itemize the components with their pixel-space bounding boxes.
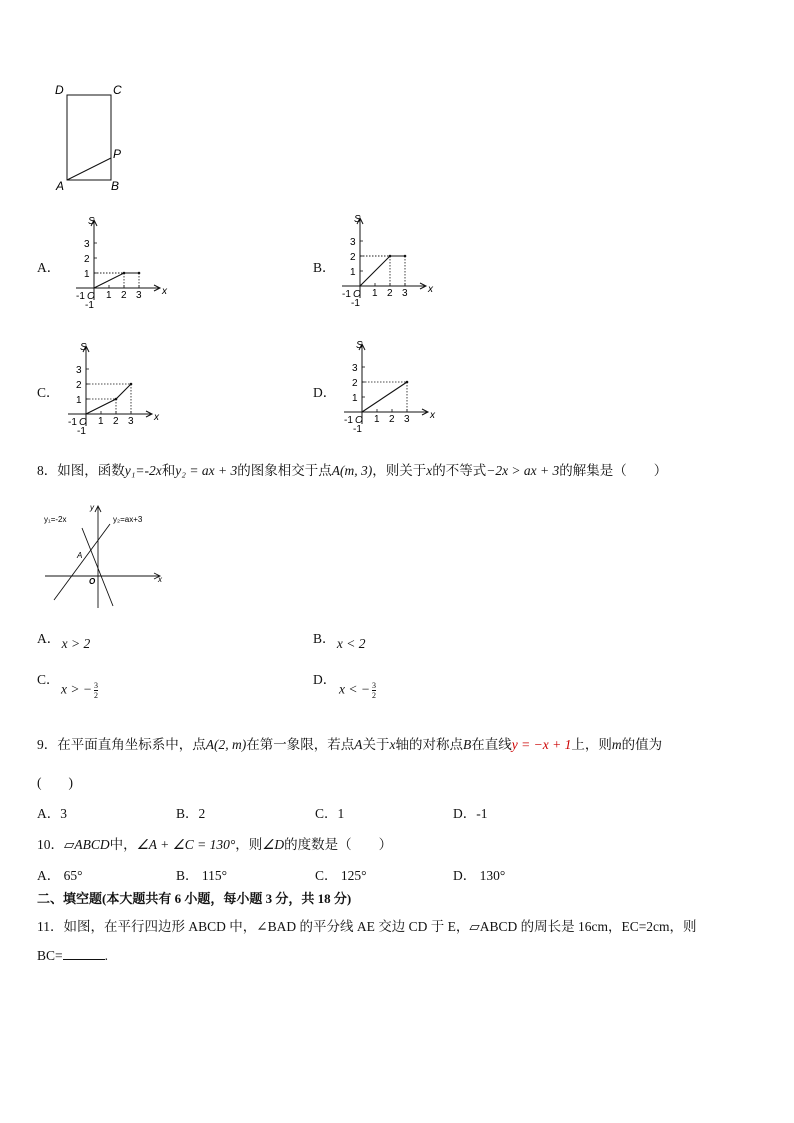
label-B: B	[111, 179, 120, 193]
y-tick-label: 3	[76, 365, 82, 376]
q9-part7: 的值为	[621, 737, 663, 752]
q8-part1: 8．如图，函数	[37, 463, 125, 478]
x-tick-label: 1	[98, 416, 104, 427]
y-tick-label: 2	[350, 252, 356, 263]
q9-part5: 在直线	[471, 737, 512, 752]
x-tick-label: 2	[389, 414, 395, 425]
q9-b: B	[463, 737, 472, 752]
q11-line2	[37, 947, 108, 964]
q8-option-d-text	[339, 681, 376, 700]
q10-option-b: B． 115°	[176, 868, 228, 883]
x-tick-label: 3	[402, 288, 408, 299]
axis-x-label: x	[162, 286, 167, 297]
q8-option-c-den: 2	[93, 691, 98, 700]
q9-option-c: C．1	[315, 806, 345, 821]
q9-a: A	[354, 737, 363, 752]
q9-part2: 在第一象限，若点	[246, 737, 355, 752]
q9-line: y = −x + 1	[511, 737, 572, 752]
axis-x-label: x	[428, 284, 433, 295]
x-tick-label: 2	[387, 288, 393, 299]
q8-option-a	[37, 627, 92, 651]
q10-option-d: D． 130°	[453, 868, 506, 883]
x-tick-label: 3	[128, 416, 134, 427]
x-tick-label: 1	[106, 290, 112, 301]
q8-x: x	[426, 463, 433, 478]
neg-tick-label-y: -1	[85, 300, 94, 311]
function-path	[362, 382, 407, 412]
q7-option-d-label: D．	[313, 385, 337, 400]
q8-mid2: ，则关于	[372, 463, 427, 478]
axis-s-label: S	[80, 342, 87, 353]
y-tick-label: 3	[350, 237, 356, 248]
q8-option-c-num: 3	[93, 681, 98, 690]
path-vertex	[406, 381, 409, 384]
fig-a: A	[77, 551, 83, 560]
neg-tick-label: -1	[344, 415, 353, 426]
x-tick-label: 1	[372, 288, 378, 299]
origin-label: O	[355, 415, 363, 426]
neg-tick-label-y: -1	[77, 426, 86, 437]
function-path	[94, 273, 139, 288]
q7-graph-a	[72, 214, 172, 314]
q8-question	[37, 459, 667, 479]
q8-mid: 的图象相交于点	[237, 463, 332, 478]
q9-part6: 上，则	[571, 737, 612, 752]
axis-s-label: S	[356, 340, 363, 351]
y-tick-label: 3	[84, 239, 90, 250]
origin-label: O	[87, 291, 95, 302]
axis-s-label: S	[88, 216, 95, 227]
x-tick-label: 1	[374, 414, 380, 425]
y-tick-label: 2	[76, 380, 82, 391]
q9-option-a: A．3	[37, 806, 67, 821]
q8-option-a-text: x > 2	[61, 636, 91, 651]
q8-figure	[40, 500, 170, 612]
q10-num: 10．	[37, 837, 64, 852]
fig-y: y	[90, 503, 94, 512]
section-heading: 二、填空题(本大题共有 6 小题，每小题 3 分，共 18 分)	[37, 891, 352, 906]
q8-option-d-num: 3	[371, 681, 376, 690]
path-vertex	[404, 255, 407, 258]
q8-y1: y₁=-2x	[124, 463, 162, 478]
neg-tick-label-y: -1	[351, 298, 360, 309]
y-tick-label: 1	[350, 267, 356, 278]
q9-option-d: D．-1	[453, 806, 488, 821]
q7-graph-b	[338, 212, 438, 312]
y-tick-label: 1	[352, 393, 358, 404]
q8-option-a-label: A．	[37, 631, 61, 646]
q8-option-b-label: B．	[313, 631, 336, 646]
path-vertex	[115, 398, 118, 401]
neg-tick-label-y: -1	[353, 424, 362, 435]
x-tick-label: 2	[121, 290, 127, 301]
label-C: C	[113, 83, 122, 97]
label-P: P	[113, 147, 122, 161]
q7-option-b-label: B．	[313, 260, 336, 275]
q8-option-b-text: x < 2	[336, 636, 366, 651]
q8-option-c-pre: x > −	[61, 681, 92, 697]
q7-graph-c	[64, 340, 164, 440]
origin-label: O	[353, 289, 361, 300]
q10-abcd: ABCD	[74, 837, 110, 852]
x-tick-label: 3	[136, 290, 142, 301]
q8-mid3: 的不等式	[432, 463, 487, 478]
q8-option-d-pre: x < −	[339, 681, 370, 697]
y-tick-label: 3	[352, 363, 358, 374]
origin-label: O	[79, 417, 87, 428]
q7-graph-d	[340, 338, 440, 438]
q8-option-d-label: D．	[313, 672, 337, 687]
y-tick-label: 1	[76, 395, 82, 406]
q10-option-a: A． 65°	[37, 868, 83, 883]
q10-mid2: ，则	[235, 837, 263, 852]
axis-x-label: x	[154, 412, 159, 423]
neg-tick-label: -1	[76, 291, 85, 302]
q9-paren: ( )	[37, 775, 73, 790]
q10-parallelogram-symbol: ▱	[64, 837, 75, 852]
q10-mid: 中，	[109, 837, 137, 852]
q8-tail: 的解集是（ ）	[559, 463, 668, 478]
rectangle-figure	[50, 80, 130, 195]
q9-part3: 关于	[362, 737, 390, 752]
q8-option-c-text	[61, 681, 98, 700]
q10-tail: 的度数是（ ）	[284, 837, 393, 852]
q8-inequality: −2x > ax + 3	[486, 463, 560, 478]
q9-question	[37, 733, 662, 753]
q9-point-a: A(2, m)	[205, 737, 247, 752]
x-tick-label: 2	[113, 416, 119, 427]
fig-o: O	[89, 577, 96, 586]
q11-bc: BC=	[37, 948, 63, 963]
axis-s-label: S	[354, 214, 361, 225]
function-path	[360, 256, 405, 286]
y-tick-label: 1	[84, 269, 90, 280]
q10-angle-d: ∠D	[262, 837, 285, 852]
q7-option-a-label: A．	[37, 260, 61, 275]
q8-option-c-label: C．	[37, 672, 60, 687]
label-D: D	[55, 83, 64, 97]
fig-label-y1: y₁=-2x	[44, 515, 67, 524]
fig-x: x	[158, 575, 162, 584]
q9-x: x	[389, 737, 396, 752]
y-tick-label: 2	[84, 254, 90, 265]
path-vertex	[138, 272, 141, 275]
q7-option-c-label: C．	[37, 385, 60, 400]
q10-condition: ∠A + ∠C = 130°	[136, 837, 236, 852]
label-A: A	[56, 179, 65, 193]
q9-m: m	[611, 737, 622, 752]
answer-blank	[63, 947, 105, 960]
fig-label-y2: y₂=ax+3	[113, 515, 143, 524]
q8-and: 和	[161, 463, 176, 478]
axis-x-label: x	[430, 410, 435, 421]
neg-tick-label: -1	[342, 289, 351, 300]
q8-option-b	[313, 627, 368, 651]
q9-part4: 轴的对称点	[395, 737, 463, 752]
q11-period: .	[104, 948, 108, 963]
y-tick-label: 2	[352, 378, 358, 389]
path-vertex	[130, 383, 133, 386]
q11-line1: 11．如图，在平行四边形 ABCD 中，∠BAD 的平分线 AE 交边 CD 于 E，▱ABCD 的周长是 16cm，EC=2cm，则	[37, 919, 697, 934]
q10-option-c: C． 125°	[315, 868, 367, 883]
neg-tick-label: -1	[68, 417, 77, 428]
q10-question	[37, 833, 392, 853]
q8-y2: y₂ = ax + 3	[175, 463, 238, 478]
x-tick-label: 3	[404, 414, 410, 425]
q8-point-a: A(m, 3)	[331, 463, 373, 478]
q8-option-d-den: 2	[371, 691, 376, 700]
q9-option-b: B．2	[176, 806, 206, 821]
q9-part1: 9．在平面直角坐标系中，点	[37, 737, 206, 752]
